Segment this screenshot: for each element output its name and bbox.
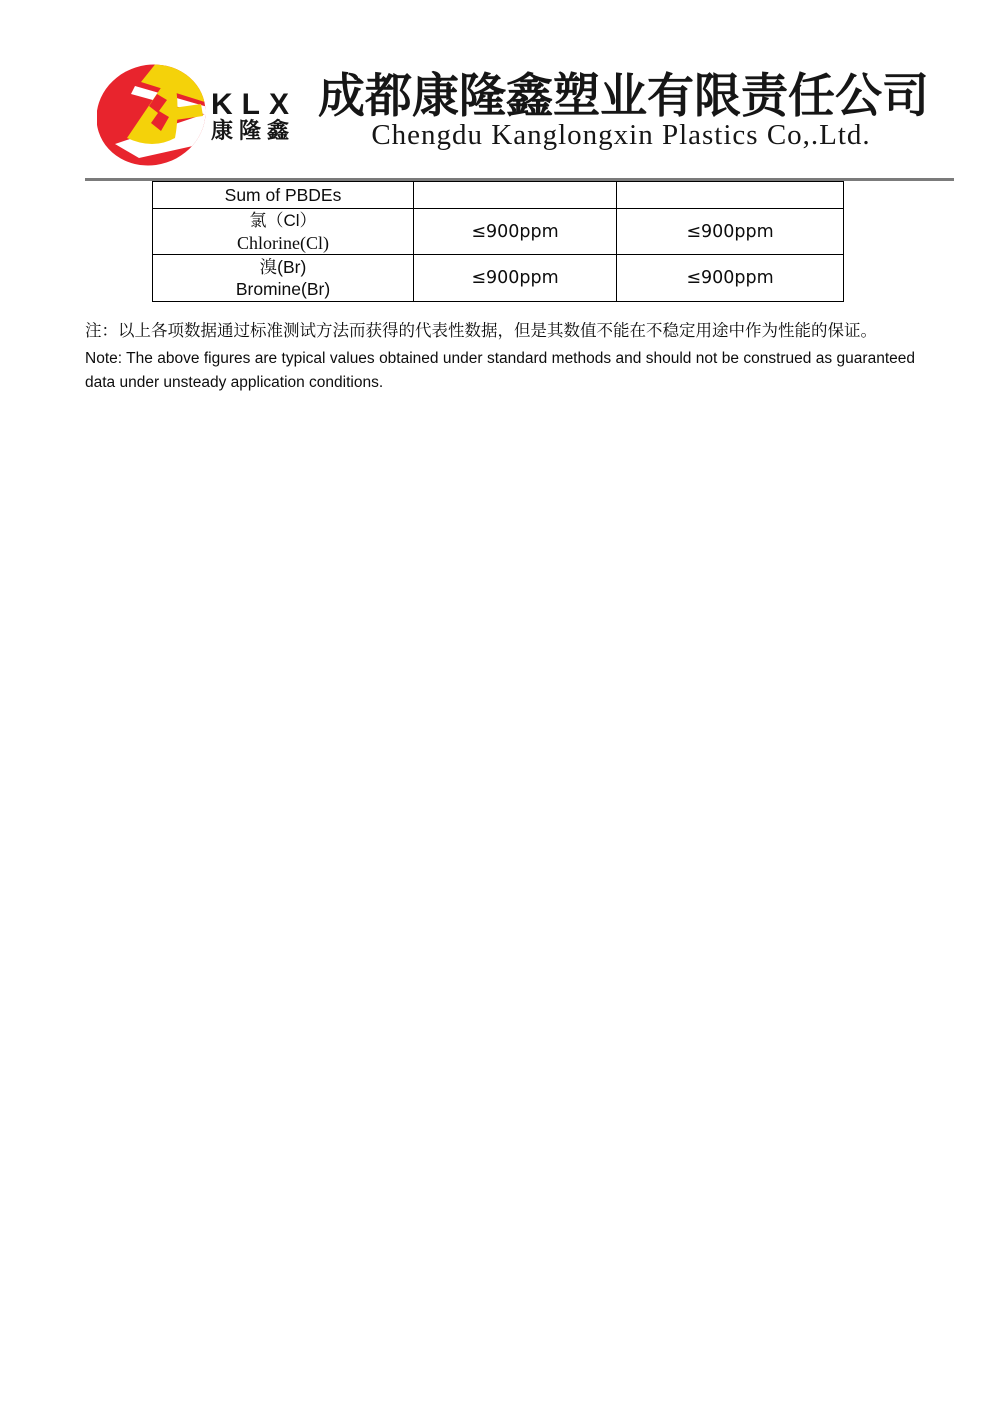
table-row xyxy=(153,209,844,255)
company-name-english: Chengdu Kanglongxin Plastics Co,.Ltd. xyxy=(371,119,871,152)
company-logo-icon xyxy=(97,58,209,170)
value-cell: ≤900ppm xyxy=(617,209,844,255)
value-cell: ≤900ppm xyxy=(414,209,617,255)
note-english: Note: The above figures are typical values obtained under standard methods and should not be construed as guaranteed data under unsteady application conditions. xyxy=(85,350,915,391)
row-label-en: Bromine(Br) xyxy=(235,279,331,299)
row-label-cell xyxy=(153,182,414,209)
row-label-zh: 溴(Br) xyxy=(259,257,307,277)
company-name-block xyxy=(318,70,929,152)
note-chinese: 注：以上各项数据通过标准测试方法而获得的代表性数据，但是其数值不能在不稳定用途中作为性能的保证。 xyxy=(85,321,877,340)
table-row xyxy=(153,255,844,302)
row-label: Sum of PBDEs xyxy=(224,185,342,205)
row-label-zh: 氯（Cl） xyxy=(249,210,317,230)
value-cell: ≤900ppm xyxy=(414,255,617,302)
value-cell xyxy=(617,182,844,209)
logo-acronym: KLX xyxy=(211,88,298,121)
row-label-cell xyxy=(153,209,414,255)
spec-table xyxy=(152,181,844,302)
table-row xyxy=(153,182,844,209)
value-cell xyxy=(414,182,617,209)
company-name-chinese: 成都康隆鑫塑业有限责任公司 xyxy=(318,71,929,123)
logo-wordmark xyxy=(211,88,298,143)
row-label-cell xyxy=(153,255,414,302)
logo-chinese-name: 康隆鑫 xyxy=(211,118,296,143)
value-cell: ≤900ppm xyxy=(617,255,844,302)
row-label-en: Chlorine(Cl) xyxy=(237,232,329,253)
